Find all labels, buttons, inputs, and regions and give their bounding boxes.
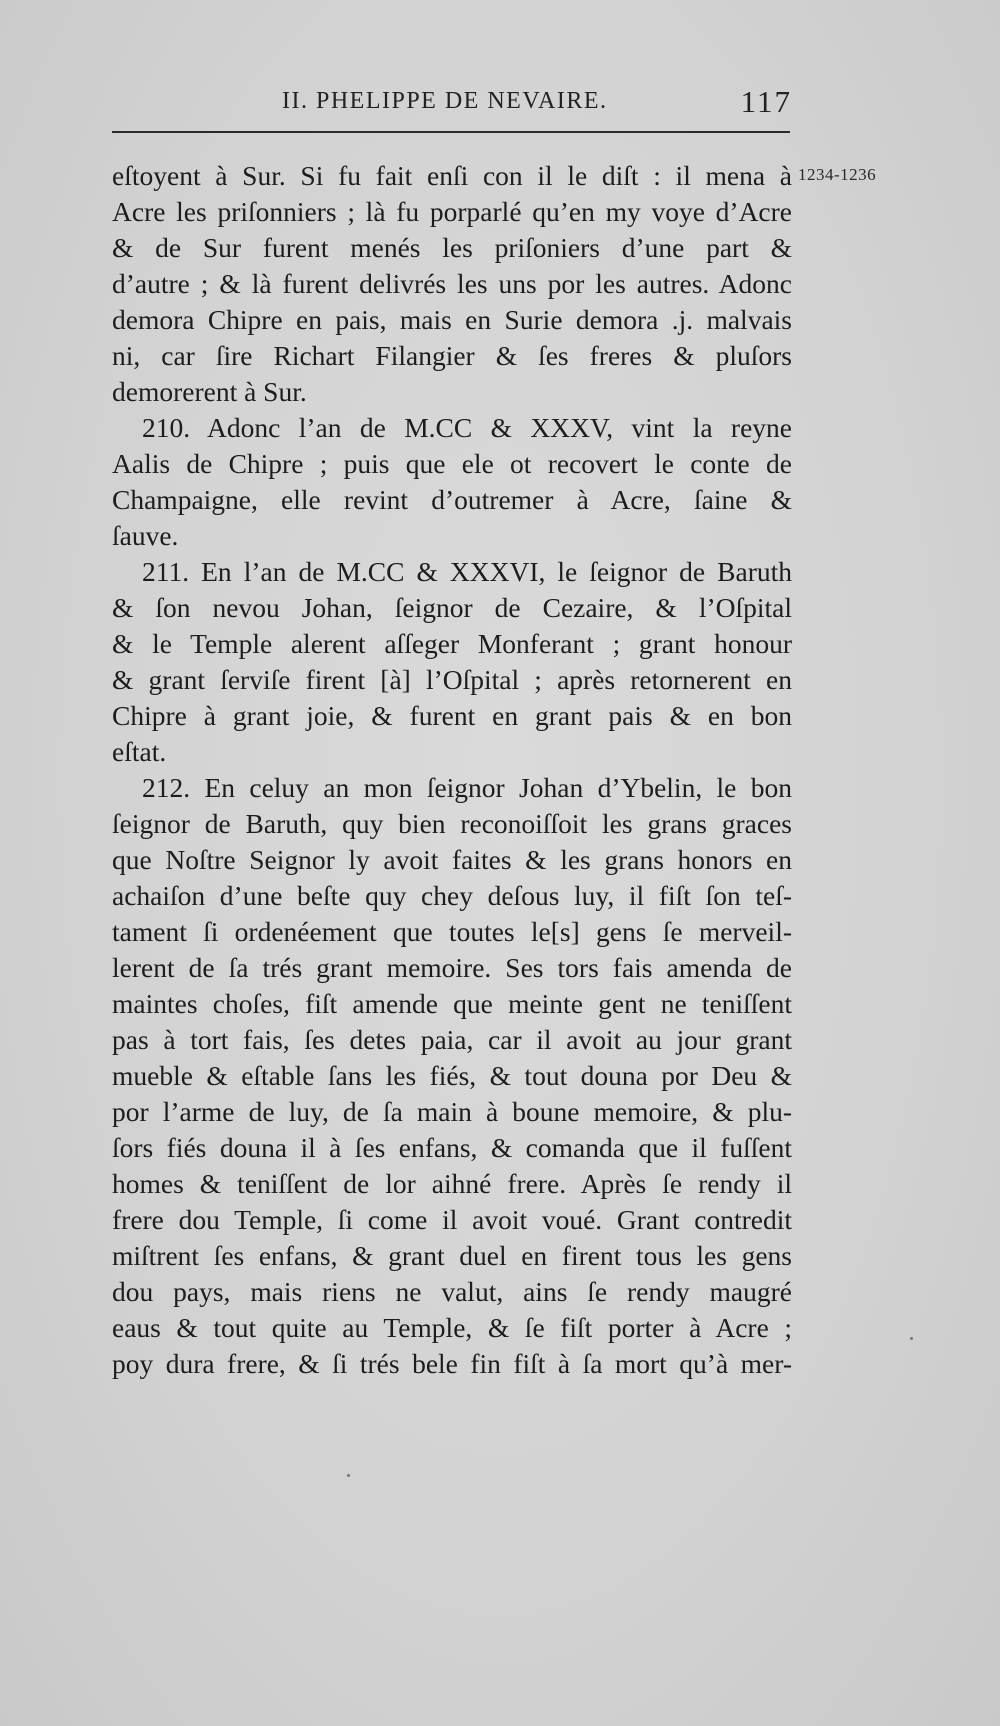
text-line: eaus & tout quite au Temple, & ſe fiſt porter à Acre ;: [112, 1312, 792, 1343]
paper-speck: [347, 1474, 350, 1477]
text-line: & grant ſerviſe firent [à] l’Oſpital ; après retornerent en: [112, 664, 792, 695]
text-line: Champaigne, elle revint d’outremer à Acre, ſaine &: [112, 484, 792, 515]
text-line: ſors fiés douna il à ſes enfans, & comanda que il fuſſent: [112, 1132, 792, 1163]
text-line: por l’arme de luy, de ſa main à boune memoire, & plu-: [112, 1096, 792, 1127]
text-line: mueble & eſtable ſans les fiés, & tout douna por Deu &: [112, 1060, 792, 1091]
running-title: II. PHELIPPE DE NEVAIRE.: [282, 88, 608, 114]
text-line: que Noſtre Seignor ly avoit faites & les grans honors en: [112, 844, 792, 875]
text-line: ni, car ſire Richart Filangier & ſes freres & pluſors: [112, 340, 792, 371]
text-line: Chipre à grant joie, & furent en grant pais & en bon: [112, 700, 792, 731]
text-line: demorerent à Sur.: [112, 376, 307, 407]
text-line: Acre les priſonniers ; là fu porparlé qu’en my voye d’Acre: [112, 196, 792, 227]
text-line: & ſon nevou Johan, ſeignor de Cezaire, & l’Oſpital: [112, 592, 792, 623]
text-line: 211. En l’an de M.CC & XXXVI, le ſeignor de Baruth: [142, 556, 792, 587]
text-line: 210. Adonc l’an de M.CC & XXXV, vint la reyne: [142, 412, 792, 443]
text-line: & le Temple alerent aſſeger Monferant ; grant honour: [112, 628, 792, 659]
text-line: ſeignor de Baruth, quy bien reconoiſſoit les grans graces: [112, 808, 792, 839]
text-line: tament ſi ordenéement que toutes le[s] gens ſe merveil-: [112, 916, 792, 947]
text-line: poy dura frere, & ſi trés bele fin fiſt à ſa mort qu’à mer-: [112, 1348, 792, 1379]
header-rule: [112, 131, 790, 133]
page-header: [110, 82, 800, 122]
text-line: & de Sur furent menés les priſoniers d’une part &: [112, 232, 792, 263]
text-line: pas à tort fais, ſes detes paia, car il avoit au jour grant: [112, 1024, 792, 1055]
text-line: homes & teniſſent de lor aihné frere. Après ſe rendy il: [112, 1168, 792, 1199]
paper-speck: [910, 1337, 913, 1340]
text-line: achaiſon d’une beſte quy chey deſous luy, il fiſt ſon teſ-: [112, 880, 792, 911]
text-line: 212. En celuy an mon ſeignor Johan d’Ybelin, le bon: [142, 772, 792, 803]
body-text: [112, 158, 792, 1382]
text-line: demora Chipre en pais, mais en Surie demora .j. malvais: [112, 304, 792, 335]
text-line: maintes choſes, fiſt amende que meinte gent ne teniſſent: [112, 988, 792, 1019]
text-line: lerent de ſa trés grant memoire. Ses tors fais amenda de: [112, 952, 792, 983]
margin-date-note: 1234-1236: [798, 165, 877, 184]
text-line: Aalis de Chipre ; puis que ele ot recovert le conte de: [112, 448, 792, 479]
text-line: frere dou Temple, ſi come il avoit voué. Grant contredit: [112, 1204, 792, 1235]
text-line: d’autre ; & là furent delivrés les uns por les autres. Adonc: [112, 268, 792, 299]
text-line: eſtoyent à Sur. Si fu fait enſi con il le diſt : il mena à: [112, 160, 792, 191]
text-line: ſauve.: [112, 520, 179, 551]
text-line: miſtrent ſes enfans, & grant duel en firent tous les gens: [112, 1240, 792, 1271]
text-line: eſtat.: [112, 736, 167, 767]
text-line: dou pays, mais riens ne valut, ains ſe rendy maugré: [112, 1276, 792, 1307]
page-number: 117: [740, 84, 792, 119]
